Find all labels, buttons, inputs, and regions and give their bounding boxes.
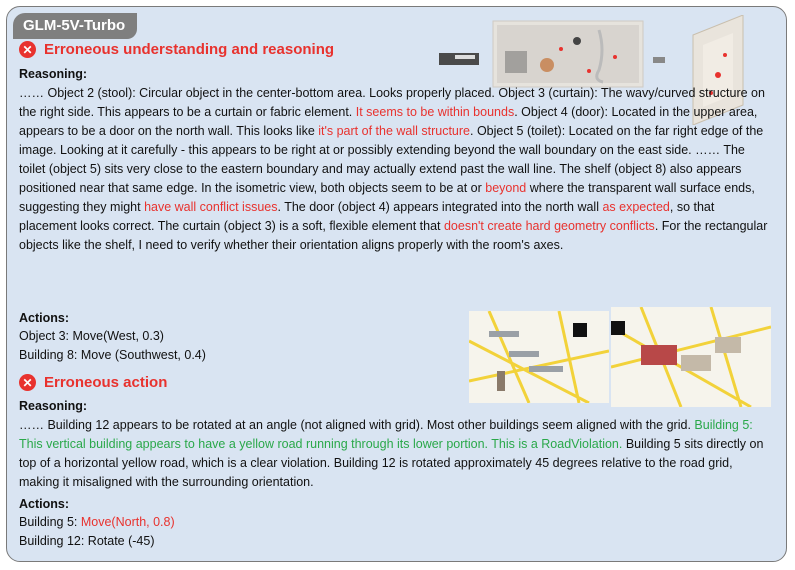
section1-reasoning-segment: have wall conflict issues [144,200,278,214]
model-tag: GLM-5V-Turbo [13,13,137,39]
section1-action-2: Building 8: Move (Southwest, 0.4) [19,348,206,362]
section2-header [19,374,167,391]
section1-reasoning-segment: …… Object 2 (stool): Circular object in the center-bottom area. Looks properly placed. Object 3 (curtain): The wavy/curved structure on the right side. This appears to be a curtain or fabric element. [19,86,765,119]
section1-reasoning-segment: it's part of the wall structure [318,124,471,138]
section2-title: Erroneous action [44,374,168,391]
section1-reasoning-text [19,84,771,255]
section1-header [19,41,334,58]
section1-reasoning-segment: . Object 4 (door): Located in the upper area, appears to be a door on the north wall. This looks like [19,105,758,138]
x-circle-icon: ✕ [19,374,36,391]
section2-action-2: Building 12: Rotate (-45) [19,534,155,548]
section1-reasoning-segment: where the transparent wall surface ends, suggesting they might [19,181,755,214]
section1-reasoning-segment: , so that placement looks correct. The curtain (object 3) is a soft, flexible element that [19,200,715,233]
section2-reasoning-segment: Building 5 sits directly on top of a horizontal yellow road, which is a clear violation. Building 12 is rotated approximately 45 degrees relative to the road grid, making it misaligned with the surrounding orientation. [19,437,764,489]
section1-reasoning-label: Reasoning: [19,67,88,81]
section1-title: Erroneous understanding and reasoning [44,41,335,58]
example-card [6,6,787,562]
city-map-image-left [469,311,609,403]
section1-reasoning-segment: . The door (object 4) appears integrated into the north wall [277,200,603,214]
section2-reasoning-segment: Building 5: This vertical building appears to have a yellow road running through its lower portion. This is a RoadViolation. [19,418,753,451]
section1-action-1: Object 3: Move(West, 0.3) [19,329,164,343]
section2-actions-label: Actions: [19,497,69,511]
section1-reasoning-segment: beyond [485,181,527,195]
section1-reasoning-segment: as expected [602,200,670,214]
section1-actions-label: Actions: [19,311,69,325]
section1-reasoning-segment: It seems to be within bounds [355,105,515,119]
section1-reasoning-segment: doesn't create hard geometry conflicts [443,219,655,233]
section2-action-1: Building 5: Move(North, 0.8) [19,515,175,529]
room-render-image [439,15,675,89]
section1-reasoning-segment: . Object 5 (toilet): Located on the far right edge of the image. Looking at it carefully - this appears to be right at or possibly extending beyond the wall boundary on the east side. …… The toilet (object 5) sits very close to the eastern boundary and may actually extend past the wall line. The shelf (object 8) also appears positioned near that same edge. In the isometric view, both objects seem to be at or [19,124,764,195]
section2-reasoning-text [19,416,771,492]
city-map-image-right [611,307,771,407]
x-circle-icon: ✕ [19,41,36,58]
section1-reasoning-segment: . For the rectangular objects like the shelf, I need to verify whether their orientation aligns properly with the room's axes. [19,219,768,252]
section2-reasoning-label: Reasoning: [19,399,88,413]
section2-reasoning-segment: …… Building 12 appears to be rotated at an angle (not aligned with grid). Most other buildings seem aligned with the grid. [19,418,695,432]
section2-action-1-value: Move(North, 0.8) [80,515,175,529]
